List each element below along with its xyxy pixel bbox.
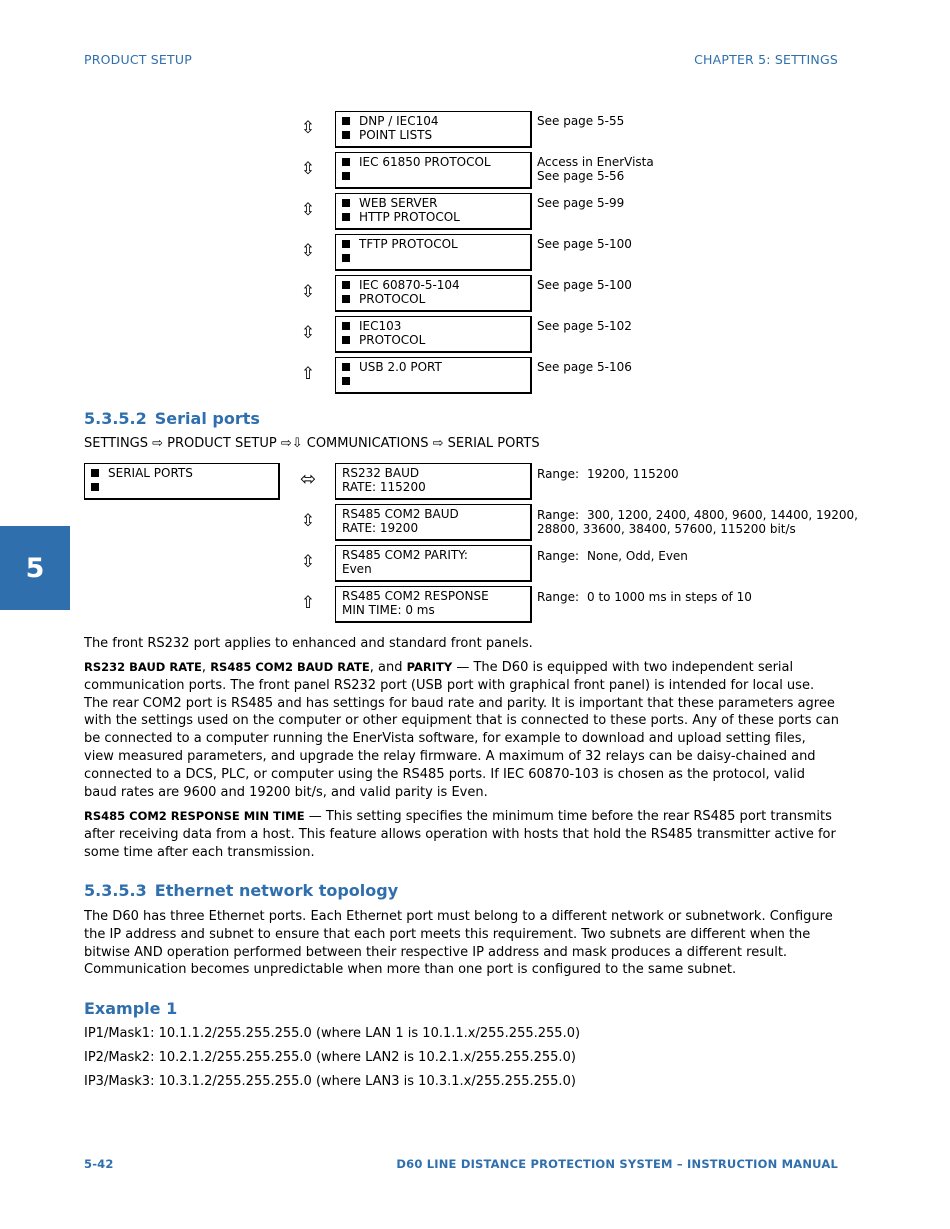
menu-note: See page 5-100 (537, 237, 632, 251)
menu-note: Access in EnerVista See page 5-56 (537, 155, 654, 183)
example-line: IP2/Mask2: 10.2.1.2/255.255.255.0 (where LAN2 is 10.2.1.x/255.255.255.0) (84, 1050, 576, 1065)
bullet-square-icon (342, 117, 350, 125)
running-header-right: CHAPTER 5: SETTINGS (694, 52, 838, 67)
scroll-updown-icon: ⇳ (300, 552, 316, 572)
menu-item-usb-port[interactable]: USB 2.0 PORT (335, 357, 532, 394)
chapter-tab: 5 (0, 526, 70, 610)
setting-range: Range: 0 to 1000 ms in steps of 10 (537, 590, 752, 604)
example-line: IP3/Mask3: 10.3.1.2/255.255.255.0 (where LAN3 is 10.3.1.x/255.255.255.0) (84, 1074, 576, 1089)
menu-note: See page 5-99 (537, 196, 625, 210)
menu-root-serial-ports[interactable]: SERIAL PORTS (84, 463, 280, 500)
paragraph-response-time: RS485 COM2 RESPONSE MIN TIME — This setting specifies the minimum time before the rear RS485 port transmits after receiving data from a host. This feature allows operation with hosts that hold the RS485 transmitter active for some time after each transmission. (84, 809, 836, 860)
bullet-square-icon (342, 131, 350, 139)
paragraph-front-port: The front RS232 port applies to enhanced and standard front panels. (84, 636, 533, 651)
bullet-square-icon (342, 336, 350, 344)
bullet-square-icon (342, 158, 350, 166)
bullet-square-icon (342, 295, 350, 303)
setting-rs232-baud[interactable]: RS232 BAUD RATE: 115200 (335, 463, 532, 500)
footer-title: D60 LINE DISTANCE PROTECTION SYSTEM – INSTRUCTION MANUAL (396, 1157, 838, 1171)
menu-note: See page 5-106 (537, 360, 632, 374)
menu-item-web-server[interactable]: WEB SERVER HTTP PROTOCOL (335, 193, 532, 230)
bullet-square-icon (342, 363, 350, 371)
menu-item-iec60870-104[interactable]: IEC 60870-5-104 PROTOCOL (335, 275, 532, 312)
running-header-left: PRODUCT SETUP (84, 52, 192, 67)
bullet-square-icon (91, 483, 99, 491)
section-heading-ethernet: 5.3.5.3 Ethernet network topology (84, 881, 399, 900)
setting-range: Range: 300, 1200, 2400, 4800, 9600, 14400, 19200, 28800, 33600, 38400, 57600, 115200 bit/s (537, 508, 858, 536)
example-line: IP1/Mask1: 10.1.1.2/255.255.255.0 (where LAN 1 is 10.1.1.x/255.255.255.0) (84, 1026, 581, 1041)
menu-note: See page 5-55 (537, 114, 625, 128)
bullet-square-icon (342, 377, 350, 385)
setting-rs485-com2-parity[interactable]: RS485 COM2 PARITY: Even (335, 545, 532, 582)
menu-item-iec103[interactable]: IEC103 PROTOCOL (335, 316, 532, 353)
menu-item-tftp[interactable]: TFTP PROTOCOL (335, 234, 532, 271)
bullet-square-icon (342, 322, 350, 330)
scroll-up-icon: ⇧ (300, 593, 316, 613)
scroll-updown-icon: ⇳ (300, 323, 316, 343)
setting-range: Range: 19200, 115200 (537, 467, 679, 481)
enter-leftright-icon: ⬄ (300, 468, 316, 490)
menu-note: See page 5-102 (537, 319, 632, 333)
scroll-up-icon: ⇧ (300, 364, 316, 384)
bullet-square-icon (342, 213, 350, 221)
bullet-square-icon (342, 281, 350, 289)
scroll-updown-icon: ⇳ (300, 511, 316, 531)
bullet-square-icon (342, 240, 350, 248)
menu-item-dnp-iec104[interactable]: DNP / IEC104 POINT LISTS (335, 111, 532, 148)
scroll-updown-icon: ⇳ (300, 200, 316, 220)
bullet-square-icon (342, 199, 350, 207)
setting-range: Range: None, Odd, Even (537, 549, 688, 563)
scroll-updown-icon: ⇳ (300, 118, 316, 138)
scroll-updown-icon: ⇳ (300, 159, 316, 179)
page-number: 5-42 (84, 1157, 114, 1171)
scroll-updown-icon: ⇳ (300, 282, 316, 302)
menu-item-iec61850[interactable]: IEC 61850 PROTOCOL (335, 152, 532, 189)
setting-rs485-com2-response[interactable]: RS485 COM2 RESPONSE MIN TIME: 0 ms (335, 586, 532, 623)
paragraph-ethernet: The D60 has three Ethernet ports. Each Ethernet port must belong to a different network or subnetwork. Configure the IP address and subnet to ensure that each port meets this requirement. Two subnets are different when the bitwise AND operation performed between their respective IP address and mask produces a different result. Communication becomes unpredictable when more than one port is configured to the same subnet. (84, 909, 833, 978)
setting-rs485-com2-baud[interactable]: RS485 COM2 BAUD RATE: 19200 (335, 504, 532, 541)
example-heading: Example 1 (84, 999, 178, 1018)
scroll-updown-icon: ⇳ (300, 241, 316, 261)
settings-path: SETTINGS ⇨ PRODUCT SETUP ⇨⇩ COMMUNICATIONS ⇨ SERIAL PORTS (84, 436, 540, 451)
menu-note: See page 5-100 (537, 278, 632, 292)
bullet-square-icon (342, 172, 350, 180)
section-heading-serial-ports: 5.3.5.2 Serial ports (84, 409, 260, 428)
paragraph-baud-parity: RS232 BAUD RATE, RS485 COM2 BAUD RATE, and PARITY — The D60 is equipped with two independent serial communication ports. The front panel RS232 port (USB port with graphical front panel) is intended for local use. The rear COM2 port is RS485 and has settings for baud rate and parity. It is important that these parameters agree with the settings used on the computer or other equipment that is connected to these ports. Any of these ports can be connected to a computer running the EnerVista software, for example to download and upload setting files, view measured parameters, and upgrade the relay firmware. A maximum of 32 relays can be daisy-chained and connected to a DCS, PLC, or computer using the RS485 ports. If IEC 60870-103 is chosen as the protocol, valid baud rates are 9600 and 19200 bit/s, and valid parity is Even. (84, 660, 839, 800)
bullet-square-icon (91, 469, 99, 477)
bullet-square-icon (342, 254, 350, 262)
